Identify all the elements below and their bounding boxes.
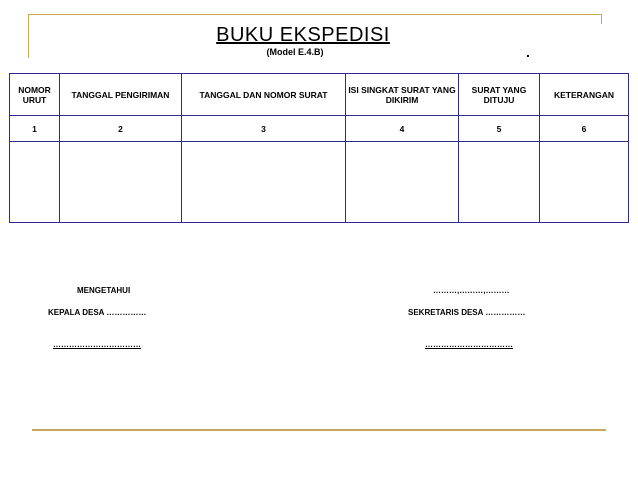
column-number: 4 <box>346 116 459 142</box>
header-tanggal-nomor-surat: TANGGAL DAN NOMOR SURAT <box>182 74 346 116</box>
village-head-signature-line: …………………………… <box>53 340 141 349</box>
table-header-row <box>10 74 629 116</box>
acknowledge-label: MENGETAHUI <box>77 286 131 295</box>
header-nomor-urut: NOMOR URUT <box>10 74 60 116</box>
table-cell <box>10 142 60 223</box>
table-cell <box>182 142 346 223</box>
secretary-label: SEKRETARIS DESA …………… <box>408 308 526 317</box>
table-cell <box>459 142 540 223</box>
header-tanggal-pengiriman: TANGGAL PENGIRIMAN <box>60 74 182 116</box>
top-right-rule <box>601 14 602 24</box>
expedition-table <box>9 73 629 223</box>
top-rule <box>28 14 602 15</box>
secretary-signature-line: …………………………… <box>425 340 513 349</box>
column-number-row <box>10 116 629 142</box>
document-title: BUKU EKSPEDISI <box>216 24 390 46</box>
bottom-rule <box>32 429 606 431</box>
header-surat-dituju: SURAT YANG DITUJU <box>459 74 540 116</box>
header-isi-singkat: ISI SINGKAT SURAT YANG DIKIRIM <box>346 74 459 116</box>
village-head-label: KEPALA DESA …………… <box>48 308 147 317</box>
column-number: 5 <box>459 116 540 142</box>
header-keterangan: KETERANGAN <box>540 74 629 116</box>
place-date-line: ………,………,……… <box>433 286 510 295</box>
table-cell <box>540 142 629 223</box>
table-cell <box>60 142 182 223</box>
model-label: (Model E.4.B) <box>266 47 324 57</box>
header-dot: . <box>526 44 530 60</box>
column-number: 6 <box>540 116 629 142</box>
table-row <box>10 142 629 223</box>
column-number: 2 <box>60 116 182 142</box>
table-cell <box>346 142 459 223</box>
column-number: 1 <box>10 116 60 142</box>
column-number: 3 <box>182 116 346 142</box>
